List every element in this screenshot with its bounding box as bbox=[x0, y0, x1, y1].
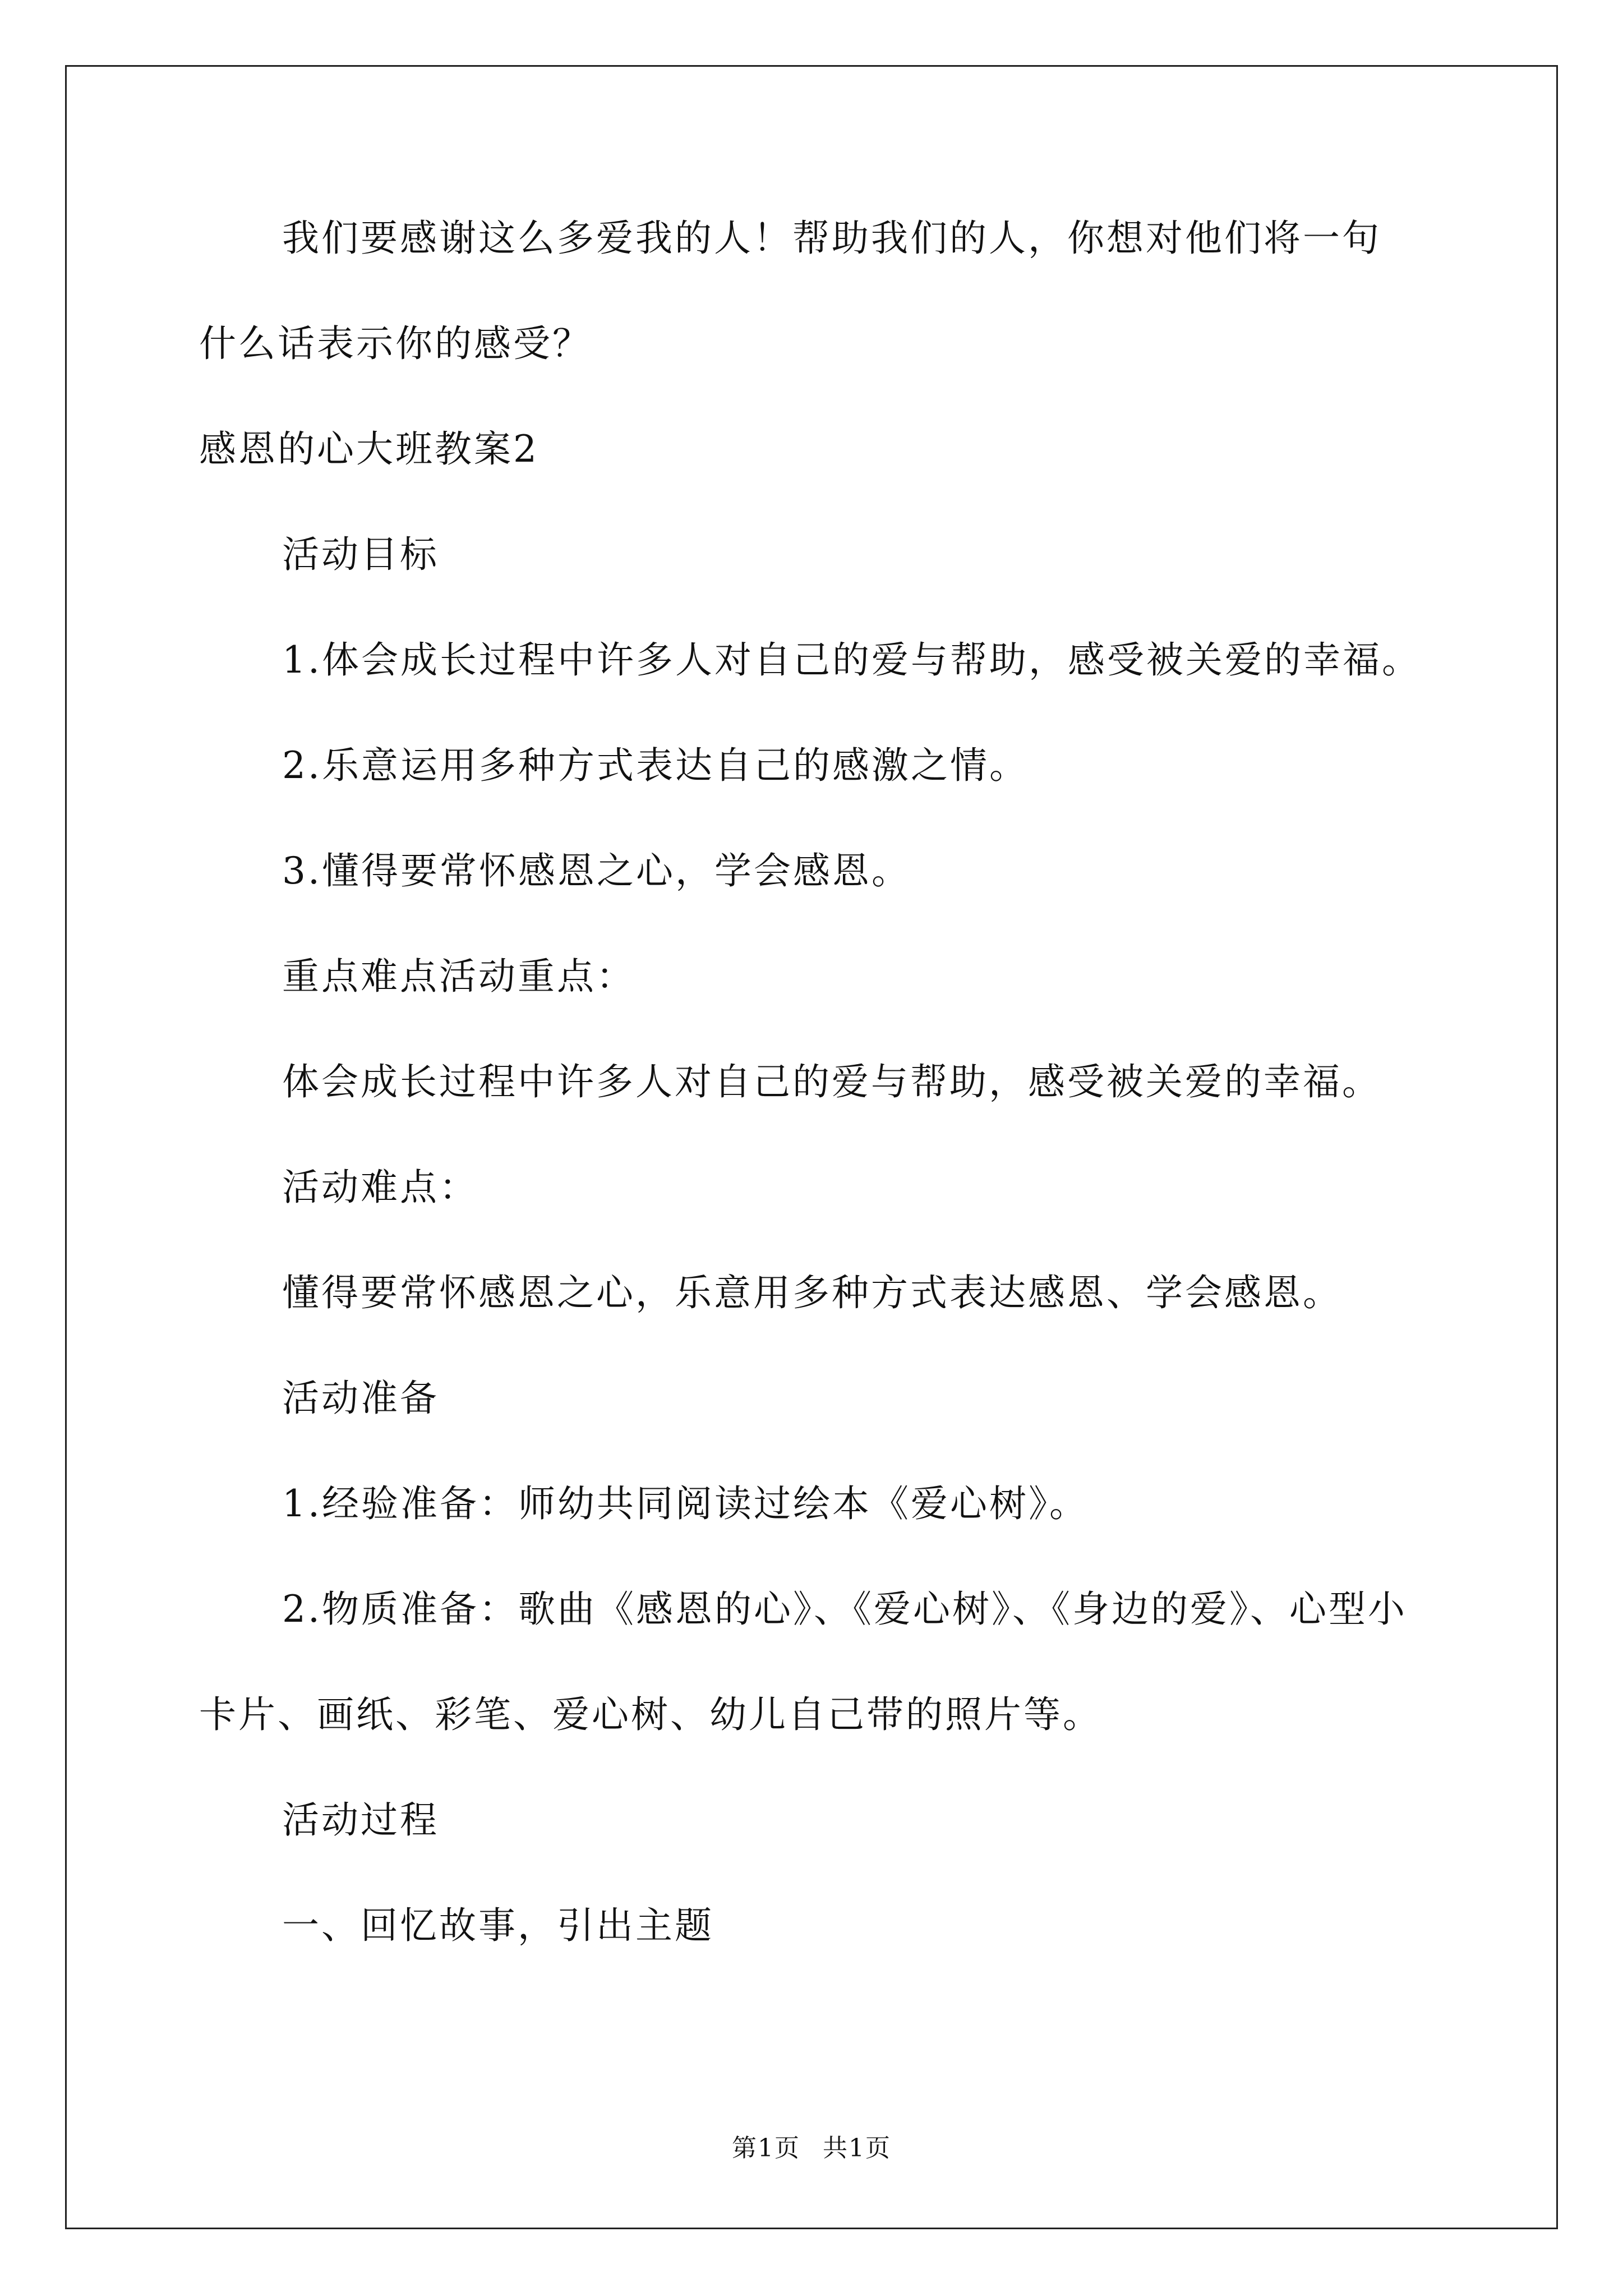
heading-process: 活动过程 bbox=[282, 1798, 439, 1842]
section-title: 感恩的心大班教案2 bbox=[199, 427, 539, 471]
list-item: 2.乐意运用多种方式表达自己的感激之情。 bbox=[282, 744, 1029, 787]
paragraph-line: 我们要感谢这么多爱我的人！帮助我们的人，你想对他们将一句 bbox=[282, 217, 1381, 260]
paragraph-line: 一、回忆故事，引出主题 bbox=[282, 1904, 714, 1947]
page-total: 共1页 bbox=[823, 2134, 891, 2162]
paragraph-line: 什么话表示你的感受？ bbox=[199, 322, 592, 365]
list-item: 1.体会成长过程中许多人对自己的爱与帮助，感受被关爱的幸福。 bbox=[282, 638, 1421, 682]
paragraph-line: 懂得要常怀感恩之心，乐意用多种方式表达感恩、学会感恩。 bbox=[282, 1271, 1342, 1314]
list-item: 3.懂得要常怀感恩之心，学会感恩。 bbox=[282, 849, 911, 892]
page-number: 第1页 bbox=[732, 2134, 800, 2162]
heading-activity-goals: 活动目标 bbox=[282, 533, 439, 576]
list-item: 2.物质准备：歌曲《感恩的心》、《爱心树》、《身边的爱》、心型小 bbox=[282, 1588, 1407, 1631]
paragraph-line: 卡片、画纸、彩笔、爱心树、幼儿自己带的照片等。 bbox=[199, 1693, 1102, 1736]
heading-preparation: 活动准备 bbox=[282, 1377, 439, 1420]
heading-difficulties: 活动难点： bbox=[282, 1166, 478, 1209]
page-footer bbox=[0, 2132, 1623, 2165]
paragraph-line: 体会成长过程中许多人对自己的爱与帮助，感受被关爱的幸福。 bbox=[282, 1060, 1381, 1103]
list-item: 1.经验准备：师幼共同阅读过绘本《爱心树》。 bbox=[282, 1482, 1089, 1525]
heading-key-points: 重点难点活动重点： bbox=[282, 955, 635, 998]
